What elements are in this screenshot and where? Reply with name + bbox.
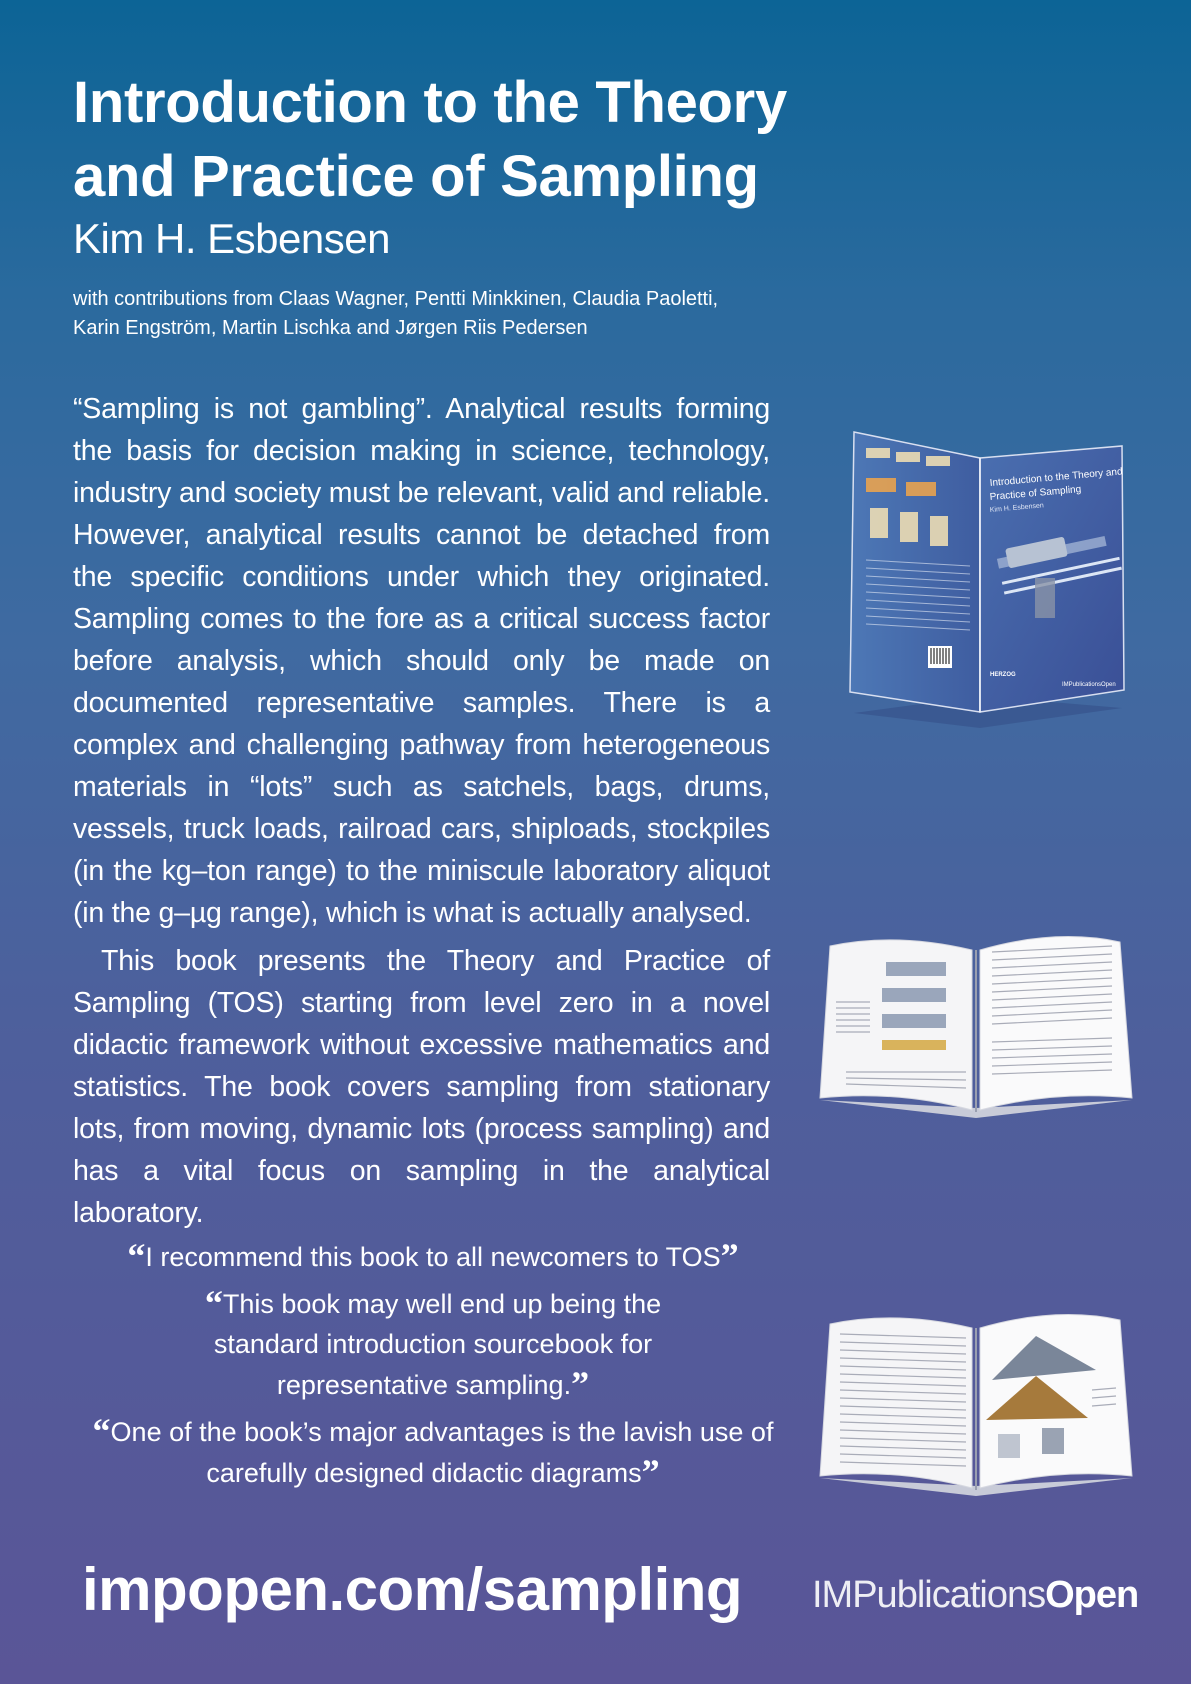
- description: [73, 388, 770, 1234]
- contributors-line1: with contributions from Claas Wagner, Pentti Minkkinen, Claudia Paoletti,: [73, 288, 719, 310]
- review-quote: “One of the book’s major advantages is the lavish use of carefully designed didactic diagrams”: [92, 1411, 774, 1492]
- author-name: Kim H. Esbensen: [73, 215, 390, 262]
- cover-thumb-sponsor: HERZOG: [990, 672, 1016, 678]
- review-quote: “This book may well end up being the standard introduction sourcebook for representative sampling.”: [204, 1283, 662, 1404]
- svg-text:Practice of Sampling: Practice of Sampling: [989, 484, 1082, 503]
- publisher-logo: IMPublicationsOpen: [812, 1574, 1139, 1616]
- website-link[interactable]: impopen.com/sampling: [82, 1556, 743, 1623]
- cover-thumb-brand: IMPublicationsOpen: [1062, 682, 1116, 688]
- contributors: [73, 285, 783, 343]
- cover-thumb-title: Introduction to the Theory and: [989, 466, 1124, 489]
- open-book-image-1: [816, 922, 1136, 1122]
- book-title-line2: and Practice of Sampling: [73, 144, 759, 209]
- book-title-line1: Introduction to the Theory: [73, 70, 787, 135]
- review-quote: “I recommend this book to all newcomers to TOS”: [127, 1236, 739, 1276]
- description-paragraph-1: “Sampling is not gambling”. Analytical results forming the basis for decision making in science, technology, industry and society must be relevant, valid and reliable. However, analytical results cannot be detached from the specific conditions under which they originated. Sampling comes to the fore as a critical success factor before analysis, which should only be made on documented representative samples. There is a complex and challenging pathway from heterogeneous materials in “lots” such as satchels, bags, drums, vessels, truck loads, railroad cars, shiploads, stockpiles (in the kg–ton range) to the miniscule laboratory aliquot (in the g–µg range), which is what is actually analysed.: [73, 393, 770, 929]
- contributors-line2: Karin Engström, Martin Lischka and Jørgen Riis Pedersen: [73, 317, 588, 339]
- cover-thumb-author: Kim H. Esbensen: [989, 502, 1045, 514]
- open-book-image-2: [816, 1300, 1136, 1500]
- book-title: [73, 66, 893, 214]
- review-quotes: [73, 1236, 793, 1493]
- description-paragraph-2: This book presents the Theory and Practice of Sampling (TOS) starting from level zero in a novel didactic framework without excessive mathematics and statistics. The book covers sampling from stationary lots, from moving, dynamic lots (process sampling) and has a vital focus on sampling in the analytical laboratory.: [73, 945, 770, 1229]
- book-cover-image: [830, 428, 1130, 728]
